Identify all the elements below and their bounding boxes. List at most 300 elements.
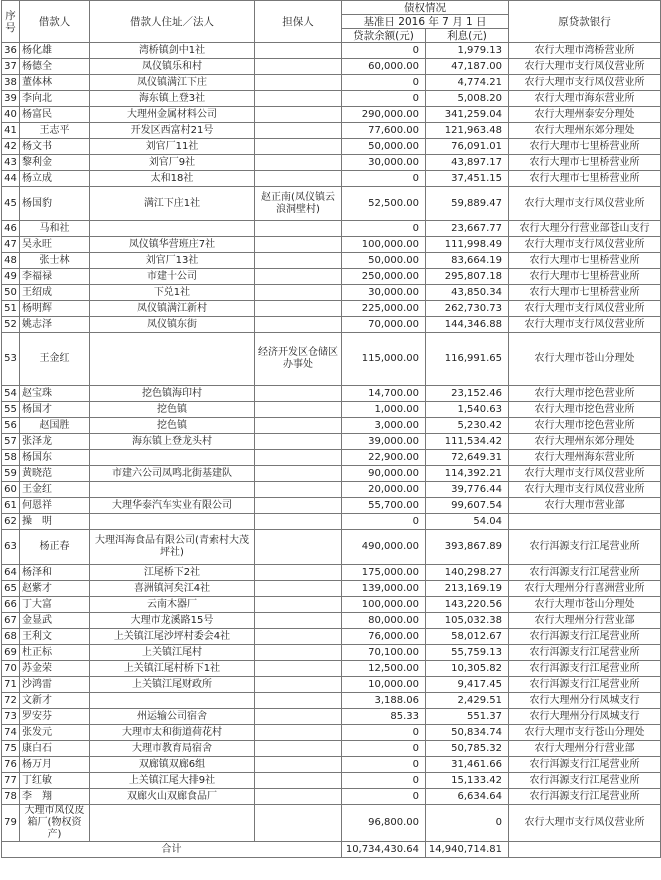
- row-interest: 295,807.18: [426, 269, 509, 285]
- table-row: [2, 741, 661, 757]
- table-row: [2, 466, 661, 482]
- row-bank: 农行大理市支行凤仪营业所: [509, 187, 661, 221]
- table-row: [2, 237, 661, 253]
- row-address: 海东镇上登龙头村: [90, 434, 255, 450]
- row-borrower: 黎利金: [20, 155, 90, 171]
- row-guarantor: [255, 386, 342, 402]
- row-interest: 111,534.42: [426, 434, 509, 450]
- row-interest: 111,998.49: [426, 237, 509, 253]
- loan-table: [1, 0, 661, 858]
- total-bank-empty: [509, 842, 661, 858]
- row-balance: 39,000.00: [342, 434, 426, 450]
- row-bank: [509, 514, 661, 530]
- row-seq: 56: [2, 418, 20, 434]
- row-borrower: 杨国豹: [20, 187, 90, 221]
- row-seq: 43: [2, 155, 20, 171]
- row-guarantor: [255, 466, 342, 482]
- row-address: [90, 450, 255, 466]
- row-guarantor: [255, 613, 342, 629]
- row-seq: 69: [2, 645, 20, 661]
- row-bank: 农行大理州分行凤城支行: [509, 693, 661, 709]
- table-row: [2, 285, 661, 301]
- row-guarantor: [255, 581, 342, 597]
- row-bank: 农行大理市支行凤仪营业所: [509, 59, 661, 75]
- row-address: 上关镇江尾村桥下1社: [90, 661, 255, 677]
- row-address: [90, 333, 255, 386]
- total-label: 合计: [2, 842, 342, 858]
- row-guarantor: [255, 402, 342, 418]
- row-balance: 12,500.00: [342, 661, 426, 677]
- row-borrower: 王金红: [20, 333, 90, 386]
- row-guarantor: [255, 725, 342, 741]
- table-row: [2, 139, 661, 155]
- row-balance: 100,000.00: [342, 237, 426, 253]
- row-bank: 农行大理市七里桥营业所: [509, 171, 661, 187]
- row-bank: 农行大理市挖色营业所: [509, 402, 661, 418]
- table-row: [2, 434, 661, 450]
- row-balance: 0: [342, 221, 426, 237]
- row-balance: 175,000.00: [342, 565, 426, 581]
- row-balance: 0: [342, 741, 426, 757]
- row-balance: 85.33: [342, 709, 426, 725]
- row-address: 刘官厂9社: [90, 155, 255, 171]
- row-guarantor: [255, 661, 342, 677]
- row-interest: 140,298.27: [426, 565, 509, 581]
- row-borrower: 吴永旺: [20, 237, 90, 253]
- row-balance: 3,000.00: [342, 418, 426, 434]
- row-interest: 1,540.63: [426, 402, 509, 418]
- row-borrower: 李福禄: [20, 269, 90, 285]
- row-balance: 30,000.00: [342, 285, 426, 301]
- table-row: [2, 301, 661, 317]
- table-row: [2, 386, 661, 402]
- row-address: 凤仪镇华营班庄7社: [90, 237, 255, 253]
- row-bank: 农行大理市营业部: [509, 498, 661, 514]
- row-bank: 农行洱源支行江尾营业所: [509, 661, 661, 677]
- row-seq: 62: [2, 514, 20, 530]
- row-guarantor: [255, 498, 342, 514]
- row-seq: 51: [2, 301, 20, 317]
- row-address: 双廊火山双廊食品厂: [90, 789, 255, 805]
- row-interest: 10,305.82: [426, 661, 509, 677]
- row-balance: 76,000.00: [342, 629, 426, 645]
- row-bank: 农行大理州东郊分理处: [509, 123, 661, 139]
- row-address: 刘官厂11社: [90, 139, 255, 155]
- row-bank: 农行洱源支行江尾营业所: [509, 677, 661, 693]
- row-seq: 67: [2, 613, 20, 629]
- row-address: 大理市教育局宿舍: [90, 741, 255, 757]
- row-bank: 农行大理州泰安分理处: [509, 107, 661, 123]
- row-seq: 44: [2, 171, 20, 187]
- row-seq: 63: [2, 530, 20, 565]
- row-balance: 50,000.00: [342, 253, 426, 269]
- row-bank: 农行大理市七里桥营业所: [509, 155, 661, 171]
- row-address: 凤仪镇东街: [90, 317, 255, 333]
- row-guarantor: [255, 629, 342, 645]
- row-seq: 58: [2, 450, 20, 466]
- row-interest: 9,417.45: [426, 677, 509, 693]
- row-interest: 31,461.66: [426, 757, 509, 773]
- table-row: [2, 661, 661, 677]
- row-interest: 59,889.47: [426, 187, 509, 221]
- row-address: 上关镇江尾村: [90, 645, 255, 661]
- table-row: [2, 498, 661, 514]
- table-row: [2, 482, 661, 498]
- row-borrower: 黄晓范: [20, 466, 90, 482]
- row-borrower: 张士林: [20, 253, 90, 269]
- row-borrower: 罗安芬: [20, 709, 90, 725]
- row-balance: 1,000.00: [342, 402, 426, 418]
- row-balance: 20,000.00: [342, 482, 426, 498]
- row-guarantor: [255, 693, 342, 709]
- row-seq: 74: [2, 725, 20, 741]
- row-address: 凤仪镇乐和村: [90, 59, 255, 75]
- row-address: 双廊镇双廊6组: [90, 757, 255, 773]
- row-guarantor: [255, 450, 342, 466]
- table-row: [2, 155, 661, 171]
- row-guarantor: [255, 565, 342, 581]
- row-balance: 0: [342, 171, 426, 187]
- row-interest: 43,897.17: [426, 155, 509, 171]
- row-seq: 71: [2, 677, 20, 693]
- row-guarantor: [255, 123, 342, 139]
- row-interest: 393,867.89: [426, 530, 509, 565]
- row-seq: 55: [2, 402, 20, 418]
- row-guarantor: [255, 514, 342, 530]
- row-address: 喜洲镇河矣江4社: [90, 581, 255, 597]
- table-row: [2, 75, 661, 91]
- row-address: 江尾桥下2社: [90, 565, 255, 581]
- row-seq: 42: [2, 139, 20, 155]
- table-row: [2, 269, 661, 285]
- row-seq: 47: [2, 237, 20, 253]
- row-balance: 90,000.00: [342, 466, 426, 482]
- table-row: [2, 221, 661, 237]
- table-row: [2, 789, 661, 805]
- row-borrower: 操 明: [20, 514, 90, 530]
- row-balance: 0: [342, 514, 426, 530]
- row-bank: 农行大理分行营业部苍山支行: [509, 221, 661, 237]
- table-row: [2, 757, 661, 773]
- header-seq: 序号: [2, 1, 20, 43]
- row-bank: 农行大理市支行苍山分理处: [509, 725, 661, 741]
- table-row: [2, 725, 661, 741]
- row-bank: 农行洱源支行江尾营业所: [509, 565, 661, 581]
- row-balance: 60,000.00: [342, 59, 426, 75]
- header-borrower: 借款人: [20, 1, 90, 43]
- row-seq: 79: [2, 805, 20, 842]
- table-row: [2, 805, 661, 842]
- row-guarantor: [255, 107, 342, 123]
- row-interest: 143,220.56: [426, 597, 509, 613]
- row-interest: 144,346.88: [426, 317, 509, 333]
- row-borrower: 赵国胜: [20, 418, 90, 434]
- row-interest: 0: [426, 805, 509, 842]
- row-borrower: 沙鸿雷: [20, 677, 90, 693]
- row-balance: 0: [342, 43, 426, 59]
- row-address: [90, 693, 255, 709]
- row-borrower: 杨化雄: [20, 43, 90, 59]
- row-address: 凤仪镇满江下庄: [90, 75, 255, 91]
- row-bank: 农行大理州分行营业部: [509, 741, 661, 757]
- row-guarantor: [255, 59, 342, 75]
- table-row: [2, 581, 661, 597]
- table-row: [2, 613, 661, 629]
- row-address: 挖色镇: [90, 418, 255, 434]
- row-bank: 农行大理市苍山分理处: [509, 333, 661, 386]
- table-row: [2, 693, 661, 709]
- row-balance: 490,000.00: [342, 530, 426, 565]
- row-balance: 139,000.00: [342, 581, 426, 597]
- row-borrower: 王金红: [20, 482, 90, 498]
- row-interest: 54.04: [426, 514, 509, 530]
- table-row: [2, 333, 661, 386]
- row-balance: 225,000.00: [342, 301, 426, 317]
- header-bank: 原贷款银行: [509, 1, 661, 43]
- row-guarantor: [255, 269, 342, 285]
- row-borrower: 杨国东: [20, 450, 90, 466]
- row-address: 挖色镇海印村: [90, 386, 255, 402]
- table-row: [2, 514, 661, 530]
- row-interest: 43,850.34: [426, 285, 509, 301]
- table-row: [2, 629, 661, 645]
- row-interest: 341,259.04: [426, 107, 509, 123]
- row-borrower: 杨德全: [20, 59, 90, 75]
- row-seq: 46: [2, 221, 20, 237]
- row-seq: 53: [2, 333, 20, 386]
- row-borrower: 丁红敏: [20, 773, 90, 789]
- table-row: [2, 677, 661, 693]
- table-row: [2, 123, 661, 139]
- row-seq: 41: [2, 123, 20, 139]
- table-row: [2, 107, 661, 123]
- row-interest: 5,008.20: [426, 91, 509, 107]
- row-guarantor: [255, 91, 342, 107]
- row-seq: 78: [2, 789, 20, 805]
- row-address: 挖色镇: [90, 402, 255, 418]
- total-row: [2, 842, 661, 858]
- row-interest: 99,607.54: [426, 498, 509, 514]
- row-seq: 37: [2, 59, 20, 75]
- row-borrower: 文新才: [20, 693, 90, 709]
- row-guarantor: [255, 317, 342, 333]
- row-guarantor: [255, 155, 342, 171]
- header-interest: 利息(元): [426, 29, 509, 43]
- row-address: [90, 514, 255, 530]
- row-interest: 37,451.15: [426, 171, 509, 187]
- table-row: [2, 530, 661, 565]
- header-address: 借款人住址／法人: [90, 1, 255, 43]
- table-row: [2, 773, 661, 789]
- row-seq: 76: [2, 757, 20, 773]
- row-balance: 3,188.06: [342, 693, 426, 709]
- row-interest: 15,133.42: [426, 773, 509, 789]
- row-borrower: 姚志泽: [20, 317, 90, 333]
- row-bank: 农行大理市支行凤仪营业所: [509, 805, 661, 842]
- row-balance: 80,000.00: [342, 613, 426, 629]
- row-bank: 农行大理市七里桥营业所: [509, 139, 661, 155]
- row-balance: 100,000.00: [342, 597, 426, 613]
- row-bank: 农行大理市支行凤仪营业所: [509, 301, 661, 317]
- row-address: 市建十公司: [90, 269, 255, 285]
- row-borrower: 李 翔: [20, 789, 90, 805]
- row-bank: 农行大理州海东营业所: [509, 450, 661, 466]
- row-borrower: 康白石: [20, 741, 90, 757]
- row-seq: 75: [2, 741, 20, 757]
- row-address: 海东镇上登3社: [90, 91, 255, 107]
- row-seq: 68: [2, 629, 20, 645]
- header-base-date: 基准日 2016 年 7 月 1 日: [342, 15, 509, 29]
- row-bank: 农行大理州分行营业部: [509, 613, 661, 629]
- row-address: 下兑1社: [90, 285, 255, 301]
- row-borrower: 丁大富: [20, 597, 90, 613]
- row-bank: 农行大理市挖色营业所: [509, 418, 661, 434]
- row-borrower: 赵宝珠: [20, 386, 90, 402]
- row-bank: 农行洱源支行江尾营业所: [509, 757, 661, 773]
- row-guarantor: [255, 677, 342, 693]
- row-address: 凤仪镇满江新村: [90, 301, 255, 317]
- row-seq: 52: [2, 317, 20, 333]
- row-seq: 38: [2, 75, 20, 91]
- row-borrower: 马和社: [20, 221, 90, 237]
- row-balance: 22,900.00: [342, 450, 426, 466]
- row-borrower: 李向北: [20, 91, 90, 107]
- row-borrower: 杨正春: [20, 530, 90, 565]
- row-seq: 45: [2, 187, 20, 221]
- row-guarantor: [255, 434, 342, 450]
- row-bank: 农行大理市支行凤仪营业所: [509, 482, 661, 498]
- row-bank: 农行大理市七里桥营业所: [509, 285, 661, 301]
- row-bank: 农行大理州分行喜洲营业所: [509, 581, 661, 597]
- row-seq: 49: [2, 269, 20, 285]
- row-borrower: 杨万月: [20, 757, 90, 773]
- table-row: [2, 645, 661, 661]
- row-borrower: 张发元: [20, 725, 90, 741]
- row-interest: 55,759.13: [426, 645, 509, 661]
- table-row: [2, 43, 661, 59]
- row-address: 市建六公司凤鸣北街基建队: [90, 466, 255, 482]
- row-bank: 农行洱源支行江尾营业所: [509, 629, 661, 645]
- row-address: 上关镇江尾沙坪村委会4社: [90, 629, 255, 645]
- row-balance: 0: [342, 725, 426, 741]
- table-row: [2, 402, 661, 418]
- row-borrower: 苏金荣: [20, 661, 90, 677]
- row-address: [90, 805, 255, 842]
- row-bank: 农行大理市挖色营业所: [509, 386, 661, 402]
- table-row: [2, 418, 661, 434]
- row-borrower: 杨立成: [20, 171, 90, 187]
- row-balance: 0: [342, 789, 426, 805]
- row-interest: 6,634.64: [426, 789, 509, 805]
- row-address: 开发区西富村21号: [90, 123, 255, 139]
- row-address: [90, 221, 255, 237]
- header-row-1: [2, 1, 661, 15]
- row-guarantor: [255, 253, 342, 269]
- row-borrower: 王志平: [20, 123, 90, 139]
- row-balance: 52,500.00: [342, 187, 426, 221]
- row-guarantor: [255, 171, 342, 187]
- row-bank: 农行洱源支行江尾营业所: [509, 645, 661, 661]
- row-seq: 77: [2, 773, 20, 789]
- row-address: 满江下庄1社: [90, 187, 255, 221]
- row-seq: 39: [2, 91, 20, 107]
- row-bank: 农行大理州东郊分理处: [509, 434, 661, 450]
- row-interest: 47,187.00: [426, 59, 509, 75]
- row-address: 州运输公司宿舍: [90, 709, 255, 725]
- row-seq: 61: [2, 498, 20, 514]
- row-address: 大理市龙溪路15号: [90, 613, 255, 629]
- row-borrower: 杨国才: [20, 402, 90, 418]
- row-seq: 54: [2, 386, 20, 402]
- row-balance: 0: [342, 75, 426, 91]
- row-balance: 14,700.00: [342, 386, 426, 402]
- row-bank: 农行大理市七里桥营业所: [509, 253, 661, 269]
- row-bank: 农行大理市七里桥营业所: [509, 269, 661, 285]
- row-guarantor: [255, 757, 342, 773]
- table-row: [2, 317, 661, 333]
- row-bank: 农行大理市支行凤仪营业所: [509, 237, 661, 253]
- row-interest: 2,429.51: [426, 693, 509, 709]
- row-address: 湾桥镇剑中1社: [90, 43, 255, 59]
- header-guarantor: 担保人: [255, 1, 342, 43]
- header-claim: 债权情况: [342, 1, 509, 15]
- row-guarantor: [255, 43, 342, 59]
- row-interest: 114,392.21: [426, 466, 509, 482]
- row-interest: 121,963.48: [426, 123, 509, 139]
- row-address: 大理华泰汽车实业有限公司: [90, 498, 255, 514]
- row-balance: 10,000.00: [342, 677, 426, 693]
- row-bank: 农行大理市支行凤仪营业所: [509, 317, 661, 333]
- table-row: [2, 565, 661, 581]
- table-row: [2, 171, 661, 187]
- row-address: [90, 482, 255, 498]
- row-interest: 39,776.44: [426, 482, 509, 498]
- row-address: 上关镇江尾财政所: [90, 677, 255, 693]
- row-borrower: 杨文书: [20, 139, 90, 155]
- row-interest: 551.37: [426, 709, 509, 725]
- row-address: 云南木器厂: [90, 597, 255, 613]
- row-seq: 73: [2, 709, 20, 725]
- row-interest: 50,834.74: [426, 725, 509, 741]
- row-borrower: 杜正标: [20, 645, 90, 661]
- row-interest: 72,649.31: [426, 450, 509, 466]
- row-balance: 115,000.00: [342, 333, 426, 386]
- row-address: 大理市太和街道荷花村: [90, 725, 255, 741]
- row-address: 大理洱海食品有限公司(青索村大茂坪社): [90, 530, 255, 565]
- table-row: [2, 450, 661, 466]
- row-borrower: 杨泽和: [20, 565, 90, 581]
- row-interest: 4,774.21: [426, 75, 509, 91]
- row-interest: 50,785.32: [426, 741, 509, 757]
- row-address: 刘官厂13社: [90, 253, 255, 269]
- row-interest: 76,091.01: [426, 139, 509, 155]
- row-interest: 23,667.77: [426, 221, 509, 237]
- total-interest: 14,940,714.81: [426, 842, 509, 858]
- row-balance: 290,000.00: [342, 107, 426, 123]
- row-interest: 213,169.19: [426, 581, 509, 597]
- row-borrower: 何恩祥: [20, 498, 90, 514]
- row-interest: 83,664.19: [426, 253, 509, 269]
- row-balance: 0: [342, 773, 426, 789]
- row-seq: 72: [2, 693, 20, 709]
- row-guarantor: [255, 773, 342, 789]
- row-bank: 农行洱源支行江尾营业所: [509, 530, 661, 565]
- row-guarantor: [255, 285, 342, 301]
- table-row: [2, 253, 661, 269]
- row-balance: 0: [342, 91, 426, 107]
- row-borrower: 金显武: [20, 613, 90, 629]
- row-address: 大理州金属材料公司: [90, 107, 255, 123]
